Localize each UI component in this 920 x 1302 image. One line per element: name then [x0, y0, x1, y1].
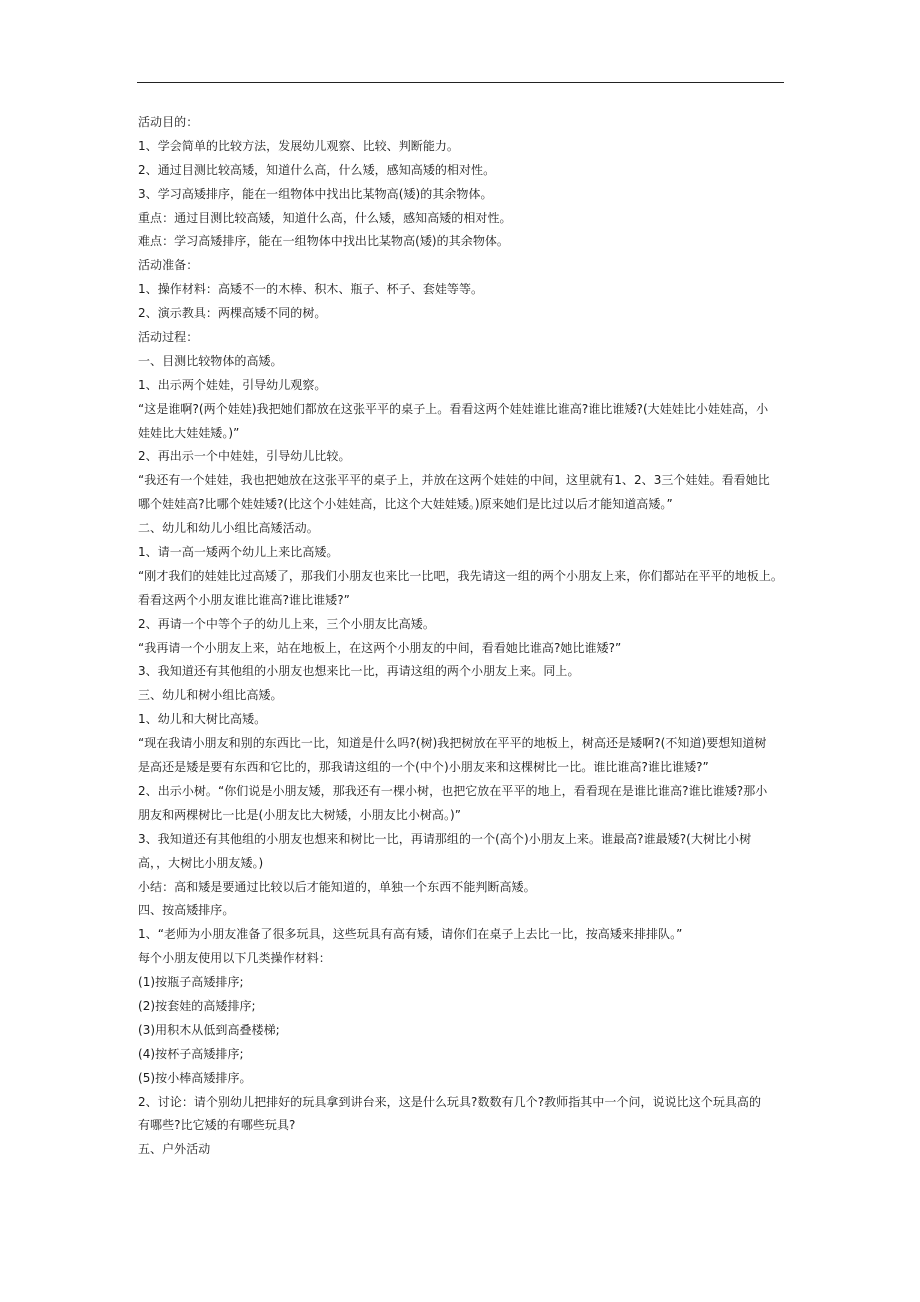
text-line: 3、我知道还有其他组的小朋友也想来和树比一比，再请那组的一个(高个)小朋友上来。谁最高?谁最矮?(大树比小树: [138, 831, 752, 846]
text-line: 高，，大树比小朋友矮。): [138, 855, 264, 870]
text-line: 每个小朋友使用以下几类操作材料：: [138, 951, 331, 966]
text-line: 五、户外活动: [138, 1142, 211, 1157]
text-line: 1、请一高一矮两个幼儿上来比高矮。: [138, 545, 339, 560]
text-line: 四、按高矮排序。: [138, 903, 235, 918]
text-line: 2、再出示一个中娃娃，引导幼儿比较。: [138, 449, 351, 464]
text-line: 难点：学习高矮排序，能在一组物体中找出比某物高(矮)的其余物体。: [138, 234, 509, 249]
text-line: (3)用积木从低到高叠楼梯;: [138, 1022, 280, 1037]
text-line: 3、学习高矮排序，能在一组物体中找出比某物高(矮)的其余物体。: [138, 186, 493, 201]
text-line: 1、“老师为小朋友准备了很多玩具，这些玩具有高有矮，请你们在桌子上去比一比，按高矮来排排队。”: [138, 927, 683, 942]
text-line: 活动过程：: [138, 330, 199, 345]
text-line: 二、幼儿和幼儿小组比高矮活动。: [138, 521, 319, 536]
text-line: (4)按杯子高矮排序;: [138, 1046, 244, 1061]
text-line: 1、出示两个娃娃，引导幼儿观察。: [138, 377, 327, 392]
text-line: 2、讨论：请个别幼儿把排好的玩具拿到讲台来，这是什么玩具?数数有几个?教师指其中一个问，说说比这个玩具高的: [138, 1094, 762, 1109]
text-line: 看看这两个小朋友谁比谁高?谁比谁矮?”: [138, 592, 350, 607]
text-line: (1)按瓶子高矮排序;: [138, 975, 244, 990]
text-line: 有哪些?比它矮的有哪些玩具?: [138, 1118, 296, 1133]
text-line: 一、目测比较物体的高矮。: [138, 353, 283, 368]
text-line: “我还有一个娃娃，我也把她放在这张平平的桌子上，并放在这两个娃娃的中间，这里就有1、2、3三个娃娃。看看她比: [138, 473, 770, 488]
text-line: 2、再请一个中等个子的幼儿上来，三个小朋友比高矮。: [138, 616, 435, 631]
text-line: 1、学会简单的比较方法，发展幼儿观察、比较、判断能力。: [138, 138, 459, 153]
text-line: “这是谁啊?(两个娃娃)我把她们都放在这张平平的桌子上。看看这两个娃娃谁比谁高?谁比谁矮?(大娃娃比小娃娃高，小: [138, 401, 769, 416]
text-line: “我再请一个小朋友上来，站在地板上，在这两个小朋友的中间，看看她比谁高?她比谁矮?”: [138, 640, 622, 655]
text-line: 2、出示小树。“你们说是小朋友矮，那我还有一棵小树，也把它放在平平的地上，看看现在是谁比谁高?谁比谁矮?那小: [138, 783, 768, 798]
text-line: 重点：通过目测比较高矮，知道什么高，什么矮，感知高矮的相对性。: [138, 210, 512, 225]
text-line: 活动准备：: [138, 258, 199, 273]
text-line: (5)按小棒高矮排序。: [138, 1070, 252, 1085]
text-line: 小结：高和矮是要通过比较以后才能知道的，单独一个东西不能判断高矮。: [138, 879, 536, 894]
text-line: 2、演示教具：两棵高矮不同的树。: [138, 306, 327, 321]
text-line: 1、幼儿和大树比高矮。: [138, 712, 267, 727]
document-body: [138, 111, 784, 1162]
text-line: 哪个娃娃高?比哪个娃娃矮?(比这个小娃娃高，比这个大娃娃矮。)原来她们是比过以后才能知道高矮。”: [138, 497, 673, 512]
text-line: 朋友和两棵树比一比是(小朋友比大树矮，小朋友比小树高。)”: [138, 807, 462, 822]
text-line: 活动目的：: [138, 115, 199, 129]
text-line: “刚才我们的娃娃比过高矮了，那我们小朋友也来比一比吧，我先请这一组的两个小朋友上来，你们都站在平平的地板上。: [138, 568, 783, 583]
header-rule: [137, 82, 784, 83]
text-line: 娃娃比大娃娃矮。)”: [138, 425, 240, 440]
text-line: 2、通过目测比较高矮，知道什么高，什么矮，感知高矮的相对性。: [138, 162, 496, 177]
text-line: 三、幼儿和树小组比高矮。: [138, 688, 283, 703]
text-line: (2)按套娃的高矮排序;: [138, 998, 256, 1013]
text-line: “现在我请小朋友和别的东西比一比，知道是什么吗?(树)我把树放在平平的地板上，树高还是矮啊?(不知道)要想知道树: [138, 736, 767, 751]
text-line: 1、操作材料：高矮不一的木棒、积木、瓶子、杯子、套娃等等。: [138, 282, 484, 297]
text-line: 3、我知道还有其他组的小朋友也想来比一比，再请这组的两个小朋友上来。同上。: [138, 664, 580, 679]
text-line: 是高还是矮是要有东西和它比的，那我请这组的一个(中个)小朋友来和这棵树比一比。谁比谁高?谁比谁矮?”: [138, 760, 709, 775]
